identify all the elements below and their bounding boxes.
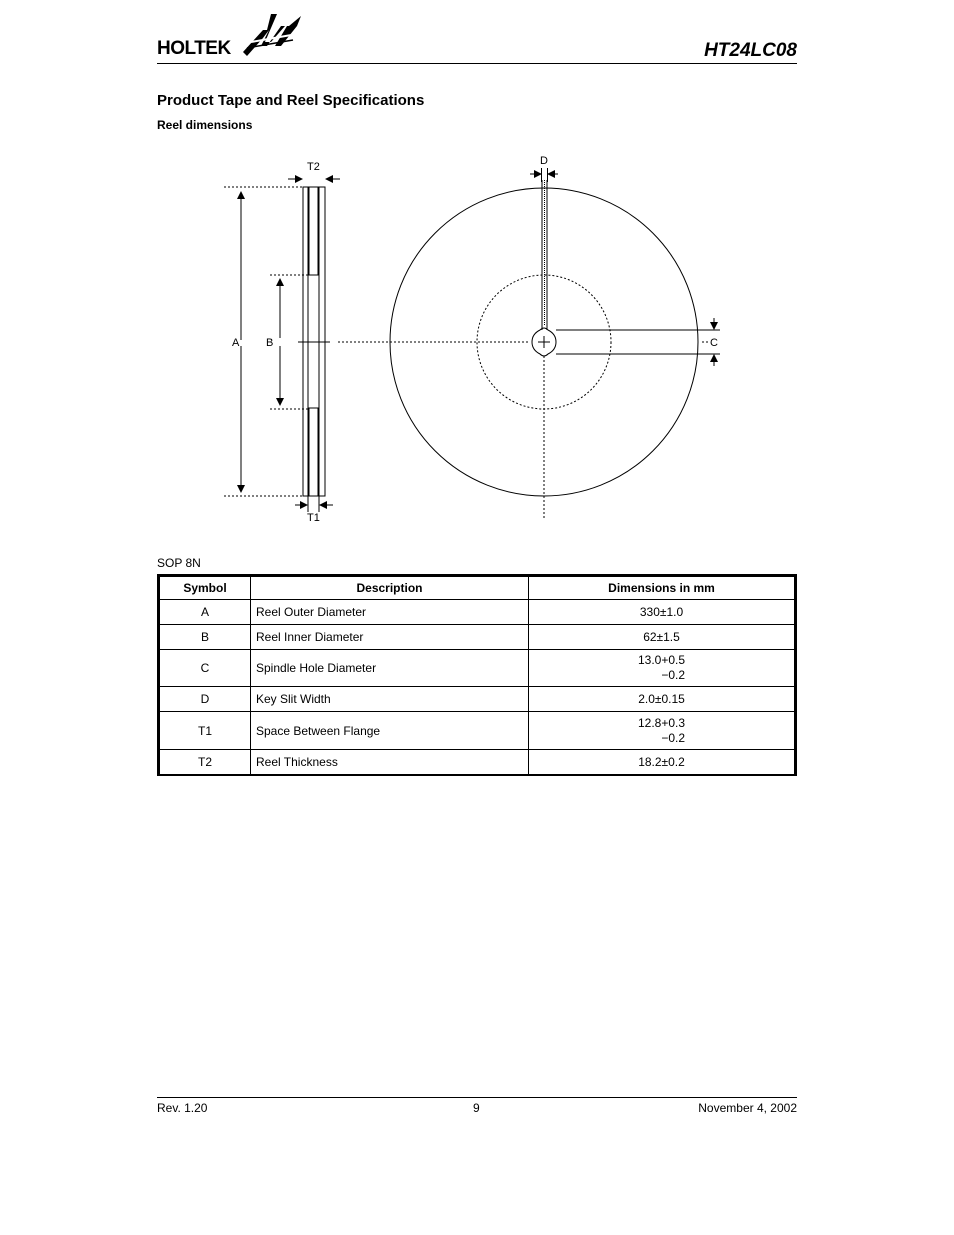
header-description: Description [251, 577, 529, 600]
table-row [160, 600, 795, 625]
table-row [160, 625, 795, 650]
cell-dimension [529, 712, 795, 750]
table-row [160, 712, 795, 750]
cell-description: Spindle Hole Diameter [251, 650, 529, 687]
cell-symbol: B [160, 625, 251, 650]
dimension-tolerance: −0.2 [661, 730, 686, 745]
table-row [160, 750, 795, 775]
cell-description: Reel Thickness [251, 750, 529, 775]
label-a: A [232, 337, 240, 349]
label-c: C [710, 337, 718, 349]
cell-dimension: 62±1.5 [529, 625, 795, 650]
dimension-d [530, 168, 558, 182]
cell-description: Reel Inner Diameter [251, 625, 529, 650]
document-title: HT24LC08 [704, 40, 797, 61]
footer-revision: Rev. 1.20 [157, 1101, 208, 1115]
reel-front-view [338, 180, 720, 518]
dimension-main: 13.0+0.5 [637, 653, 686, 667]
dimension-t1 [295, 496, 333, 512]
footer-page-number: 9 [473, 1101, 480, 1115]
section-subtitle: Reel dimensions [157, 118, 253, 132]
reel-side-view [298, 187, 330, 496]
cell-symbol: T1 [160, 712, 251, 750]
package-label: SOP 8N [157, 556, 201, 570]
header-dimensions: Dimensions in mm [529, 577, 795, 600]
reel-dimension-diagram [0, 0, 954, 540]
label-b: B [266, 337, 274, 349]
table-row [160, 650, 795, 687]
header-symbol: Symbol [160, 577, 251, 600]
footer-date: November 4, 2002 [698, 1101, 797, 1115]
cell-dimension: 330±1.0 [529, 600, 795, 625]
logo-text: HOLTEK [157, 38, 231, 59]
section-title: Product Tape and Reel Specifications [157, 92, 425, 109]
tolerance-value [638, 653, 685, 683]
label-t2: T2 [307, 161, 320, 173]
cell-dimension [529, 650, 795, 687]
tolerance-value [638, 716, 685, 746]
label-t1: T1 [307, 512, 320, 524]
dimension-main: 12.8+0.3 [637, 715, 686, 730]
reel-dimensions-table [157, 574, 797, 776]
cell-description: Key Slit Width [251, 687, 529, 712]
label-d: D [540, 155, 548, 167]
cell-symbol: D [160, 687, 251, 712]
footer-divider [157, 1097, 797, 1098]
cell-dimension: 18.2±0.2 [529, 750, 795, 775]
cell-symbol: T2 [160, 750, 251, 775]
table-header-row [160, 577, 795, 600]
cell-description: Reel Outer Diameter [251, 600, 529, 625]
cell-description: Space Between Flange [251, 712, 529, 750]
cell-symbol: C [160, 650, 251, 687]
dimension-tolerance: −0.2 [661, 668, 686, 682]
cell-symbol: A [160, 600, 251, 625]
cell-dimension: 2.0±0.15 [529, 687, 795, 712]
table-row [160, 687, 795, 712]
